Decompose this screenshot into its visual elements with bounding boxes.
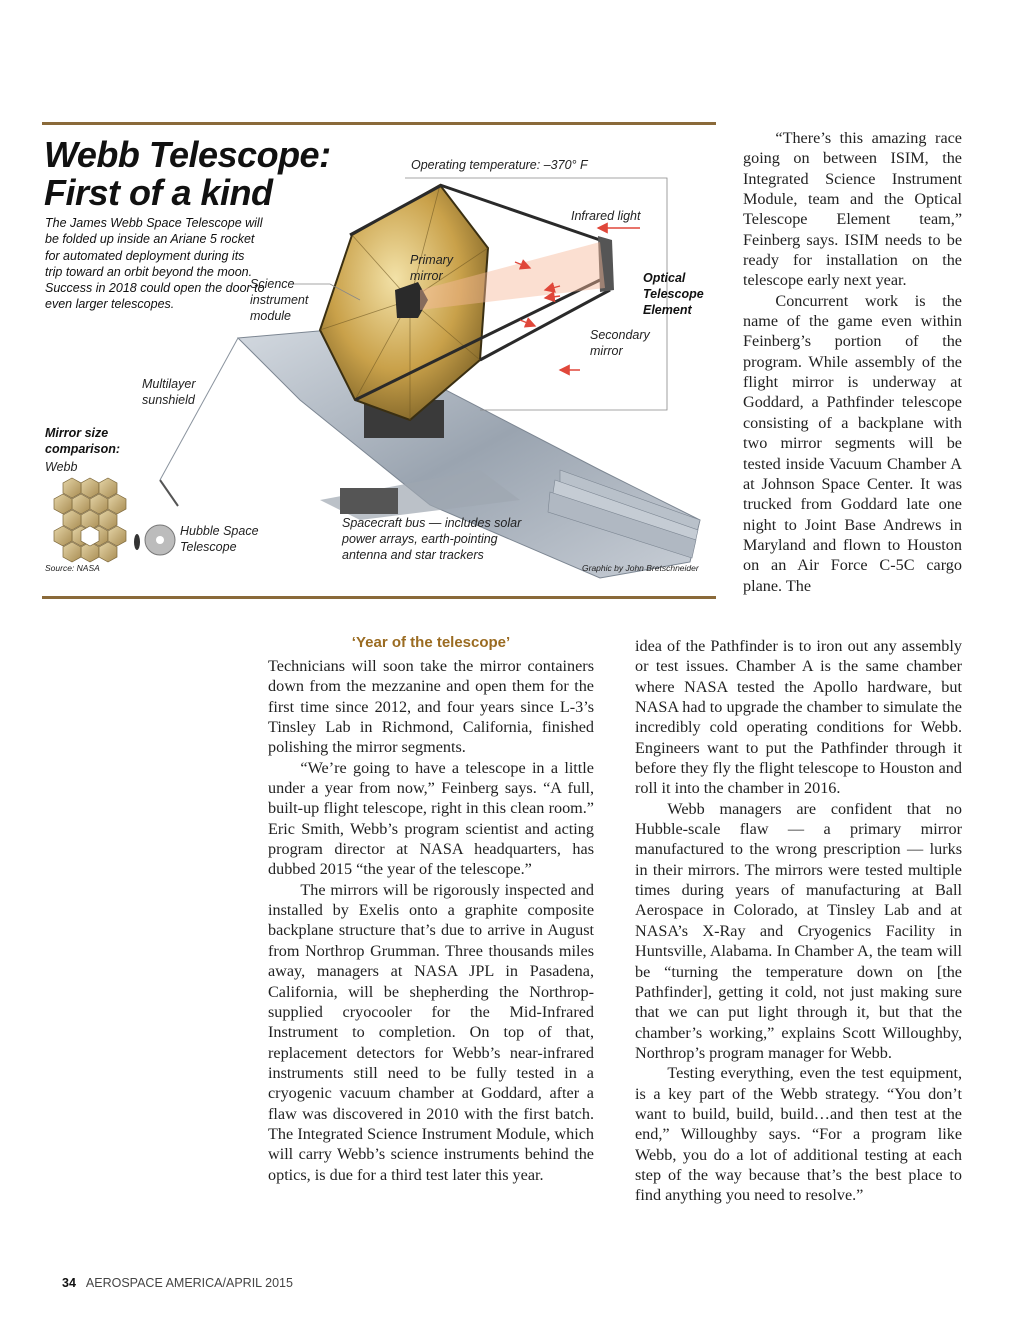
label-sunshield: Multilayer sunshield [142, 377, 196, 407]
col2-para-3: Testing everything, even the test equipment, is a key part of the Webb strategy. “You don’t want to build, build, build…and then test at the end,” Willoughby says. “For a program like Webb, you do a lot of additional testing at each step of the way because that’s the best place to find anything you need to resolve.” [635, 1064, 962, 1205]
label-operating-temp: Operating temperature: –370° F [411, 158, 588, 172]
page-folio [62, 1276, 293, 1290]
label-mirror-size: Mirror size comparison: [45, 426, 121, 456]
graphic-dek: The James Webb Space Telescope will be folded up inside an Ariane 5 rocket for automated deployment during its trip toward an orbit beyond the moon. Success in 2018 could open the door to even larger telescopes. [45, 216, 265, 312]
col1-para-2: “We’re going to have a telescope in a little under a year from now,” Feinberg says. “A full, built-up flight telescope, right in this clean room.” Eric Smith, Webb’s program scientist and acting program director at NASA headquarters, has dubbed 2015 “the year of the telescope.” [268, 758, 594, 879]
col1-para-1: Technicians will soon take the mirror containers down from the mezzanine and open them for the first time since 2012, and four years since L-3’s Tinsley Lab in Richmond, California, finished polishing the mirror segments. [268, 657, 594, 757]
col2-para-2: Webb managers are confident that no Hubble-scale flaw — a primary mirror manufactured to the wrong prescription — lurks in their mirrors. The mirrors were tested multiple times during years of manufacturing at Ball Aerospace in Colorado, at Tinsley Lab and at NASA’s X-Ray and Cryogenics Facility in Huntsville, Alabama. In Chamber A, the team will be “turning the temperature down on [the Pathfinder], getting it cold, not just making sure that we can put light through it, but that the chamber’s working,” explains Scott Willoughby, Northrop’s program manager for Webb. [635, 799, 962, 1062]
col3-para-2: Concurrent work is the name of the game even within Feinberg’s portion of the program. While assembly of the flight mirror is underway at Goddard, a Pathfinder telescope consisting of a backplane with two mirror segments will be tested inside Vacuum Chamber A at Johnson Space Center. It was trucked from Goddard late one night to Joint Base Andrews in Maryland and flown to Houston on an Air Force C-5C cargo plane. The [743, 291, 962, 595]
label-infrared-light: Infrared light [571, 209, 641, 223]
col1-para-3: The mirrors will be rigorously inspected and installed by Exelis onto a graphite composite backplane structure that’s due to arrive in August from Northrop Grumman. Three thousands miles away, managers at NASA JPL in Pasadena, California, will be shepherding the Northrop-supplied cryocooler for the Mid-Infrared Instrument to completion. On top of that, replacement detectors for Webb’s near-infrared instruments still need to be fully tested in a cryogenic vacuum chamber at Goddard, after a flaw was discovered in 2010 with the first batch. The Integrated Science Instrument Module, which will carry Webb’s science instruments behind the optics, is due for a third test later this year. [268, 880, 594, 1184]
article-subhead: ‘Year of the telescope’ [351, 634, 511, 651]
graphic-title [44, 136, 331, 212]
label-ote: Optical Telescope Element [643, 271, 704, 317]
hubble-mirror-comparison [134, 525, 175, 555]
magazine-name: AEROSPACE AMERICA/APRIL 2015 [85, 1276, 293, 1290]
graphic-title-line1: Webb Telescope: [44, 134, 331, 175]
spacecraft-bus-shape [340, 488, 398, 514]
article-column-2 [635, 636, 962, 1206]
article-column-1 [268, 656, 594, 1185]
graphic-title-line2: First of a kind [44, 172, 273, 213]
label-hubble: Hubble Space Telescope [180, 524, 259, 554]
label-spacecraft-bus: Spacecraft bus — includes solar power arrays, earth-pointing antenna and star trackers [342, 516, 522, 562]
label-primary-mirror: Primary mirror [410, 253, 454, 283]
webb-mirror-comparison [54, 478, 126, 562]
col2-para-1: idea of the Pathfinder is to iron out any assembly or test issues. Chamber A is the same chamber where NASA tested the Apollo hardware, but NASA had to upgrade the chamber to simulate the incredibly cold operating conditions for Webb. Engineers want to put the Pathfinder through it before they fly the flight telescope to Houston and roll it into the chamber in 2016. [635, 637, 962, 798]
label-webb: Webb [45, 460, 78, 474]
article-column-3 [743, 128, 962, 596]
col3-para-1: “There’s this amazing race going on between ISIM, the Integrated Science Instrument Module, team and the Optical Telescope Element team,” Feinberg says. ISIM needs to be ready for installation on the telescope early next year. [743, 129, 962, 290]
label-science-module: Science instrument module [250, 277, 309, 323]
page-number: 34 [62, 1276, 76, 1290]
label-secondary-mirror: Secondary mirror [590, 328, 650, 358]
label-credit: Graphic by John Bretschneider [582, 563, 699, 573]
label-source: Source: NASA [45, 563, 100, 573]
